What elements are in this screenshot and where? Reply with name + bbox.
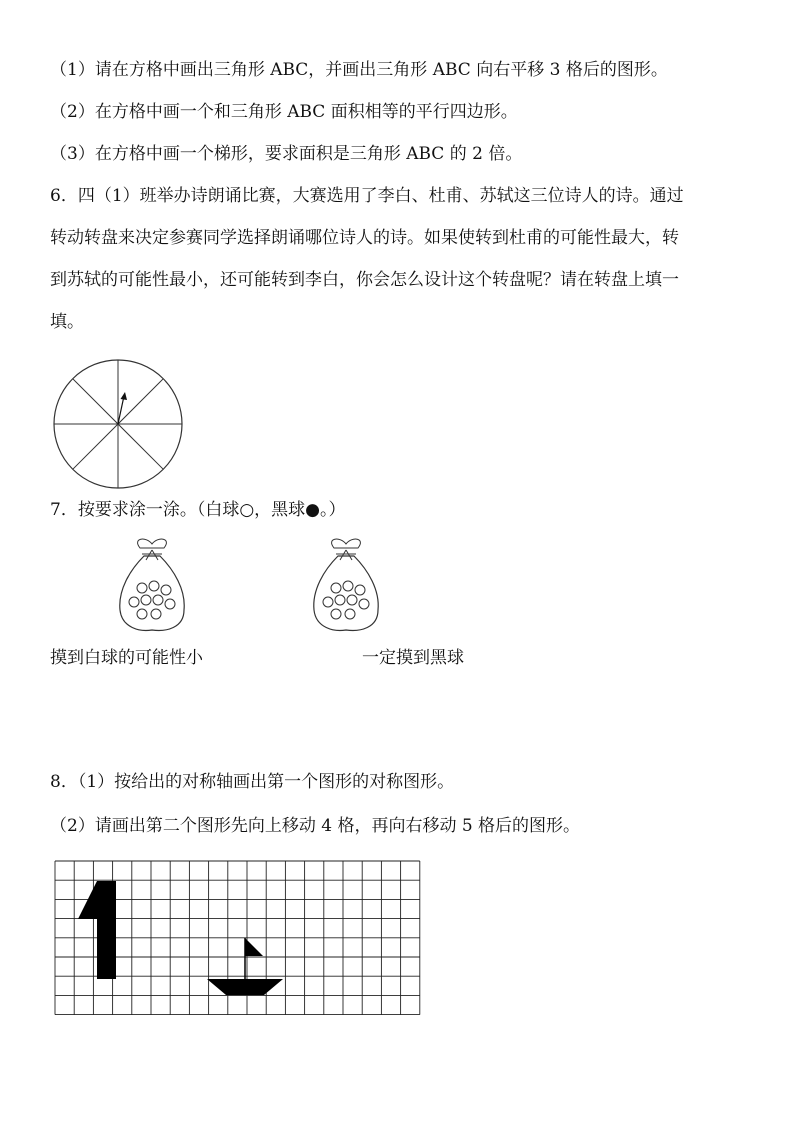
- ball-bag-2[interactable]: [306, 536, 386, 636]
- spinner-wheel[interactable]: [50, 356, 186, 492]
- q5-part1: （1）请在方格中画出三角形 ABC，并画出三角形 ABC 向右平移 3 格后的图形。: [50, 60, 668, 80]
- q8-grid[interactable]: [54, 860, 421, 1020]
- bag1-caption: 摸到白球的可能性小: [50, 648, 203, 668]
- q8-part1: 8．（1）按给出的对称轴画出第一个图形的对称图形。: [50, 772, 455, 792]
- q6-line4: 填。: [50, 312, 84, 332]
- q5-part2: （2）在方格中画一个和三角形 ABC 面积相等的平行四边形。: [50, 102, 518, 122]
- sailboat-shape: [207, 938, 283, 995]
- q6-line1: 6．四（1）班举办诗朗诵比赛，大赛选用了李白、杜甫、苏轼这三位诗人的诗。通过: [50, 186, 684, 206]
- q8-part2: （2）请画出第二个图形先向上移动 4 格，再向右移动 5 格后的图形。: [50, 816, 581, 836]
- figure-one-shape: [78, 881, 116, 979]
- q5-part3: （3）在方格中画一个梯形，要求面积是三角形 ABC 的 2 倍。: [50, 144, 523, 164]
- ball-bag-1[interactable]: [112, 536, 192, 636]
- q6-line2: 转动转盘来决定参赛同学选择朗诵哪位诗人的诗。如果使转到杜甫的可能性最大，转: [50, 228, 679, 248]
- q6-line3: 到苏轼的可能性最小，还可能转到李白，你会怎么设计这个转盘呢？请在转盘上填一: [50, 270, 679, 290]
- white-balls: [129, 581, 175, 619]
- bag2-caption: 一定摸到黑球: [362, 648, 464, 668]
- white-balls: [323, 581, 369, 619]
- q7-prompt: 7．按要求涂一涂。（白球○，黑球●。）: [50, 500, 346, 520]
